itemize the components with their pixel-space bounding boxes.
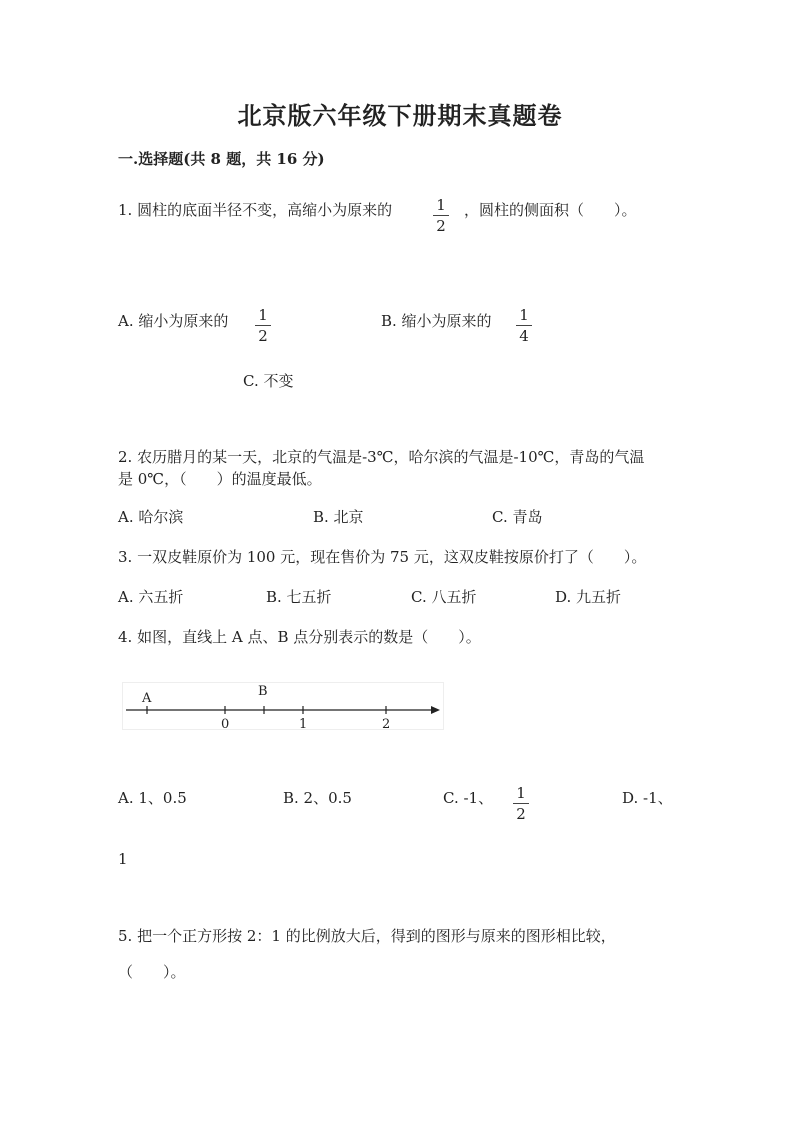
q4-option-d: D. -1、 [622, 789, 673, 807]
q3-option-c: C. 八五折 [411, 588, 477, 606]
q1-option-c: C. 不变 [243, 372, 294, 390]
q3-option-b: B. 七五折 [266, 588, 332, 606]
q4-option-c: C. -1、 [443, 789, 494, 807]
tick-label-one: 1 [299, 717, 308, 730]
tick-label-two: 2 [382, 717, 391, 730]
q1-stem-before: 1. 圆柱的底面半径不变，高缩小为原来的 [118, 201, 393, 219]
number-line-figure [122, 682, 444, 730]
q1-option-a: A. 缩小为原来的 [118, 312, 229, 330]
section-heading: 一.选择题(共 8 题，共 16 分) [118, 150, 325, 168]
q2-option-c: C. 青岛 [492, 508, 543, 526]
q4-option-d-wrap: 1 [118, 850, 128, 868]
q2-stem-line2: 是 0℃，（ ）的温度最低。 [118, 470, 322, 488]
tick-label-zero: 0 [221, 717, 230, 730]
fraction-denominator: 4 [519, 327, 529, 345]
q3-option-d: D. 九五折 [555, 588, 622, 606]
q2-stem-line1: 2. 农历腊月的某一天，北京的气温是-3℃，哈尔滨的气温是-10℃，青岛的气温 [118, 448, 645, 466]
fraction-numerator: 1 [516, 784, 526, 802]
page-title: 北京版六年级下册期末真题卷 [237, 101, 563, 130]
q2-option-b: B. 北京 [313, 508, 364, 526]
fraction-denominator: 2 [436, 217, 446, 235]
q4-option-a: A. 1、0.5 [118, 789, 187, 807]
point-label-a: A [142, 691, 152, 706]
q4-option-c-fraction [510, 784, 532, 823]
q1-stem-after: ，圆柱的侧面积（ ）。 [464, 201, 637, 219]
q3-option-a: A. 六五折 [118, 588, 184, 606]
q4-stem: 4. 如图，直线上 A 点、B 点分别表示的数是（ ）。 [118, 628, 481, 646]
fraction-denominator: 2 [258, 327, 268, 345]
q2-option-a: A. 哈尔滨 [118, 508, 184, 526]
q1-option-b: B. 缩小为原来的 [381, 312, 492, 330]
q3-stem: 3. 一双皮鞋原价为 100 元，现在售价为 75 元，这双皮鞋按原价打了（ ）。 [118, 548, 647, 566]
q1-stem-fraction [430, 196, 452, 235]
fraction-numerator: 1 [436, 196, 446, 214]
q1-option-b-fraction [513, 306, 535, 345]
fraction-denominator: 2 [516, 805, 526, 823]
fraction-numerator: 1 [519, 306, 529, 324]
q5-stem-line2: （ ）。 [118, 963, 186, 981]
q4-option-b: B. 2、0.5 [283, 789, 352, 807]
q1-option-a-fraction [252, 306, 274, 345]
axis-arrow-icon [431, 706, 440, 714]
point-label-b: B [258, 684, 268, 699]
fraction-numerator: 1 [258, 306, 268, 324]
q5-stem-line1: 5. 把一个正方形按 2：1 的比例放大后，得到的图形与原来的图形相比较， [118, 927, 616, 945]
